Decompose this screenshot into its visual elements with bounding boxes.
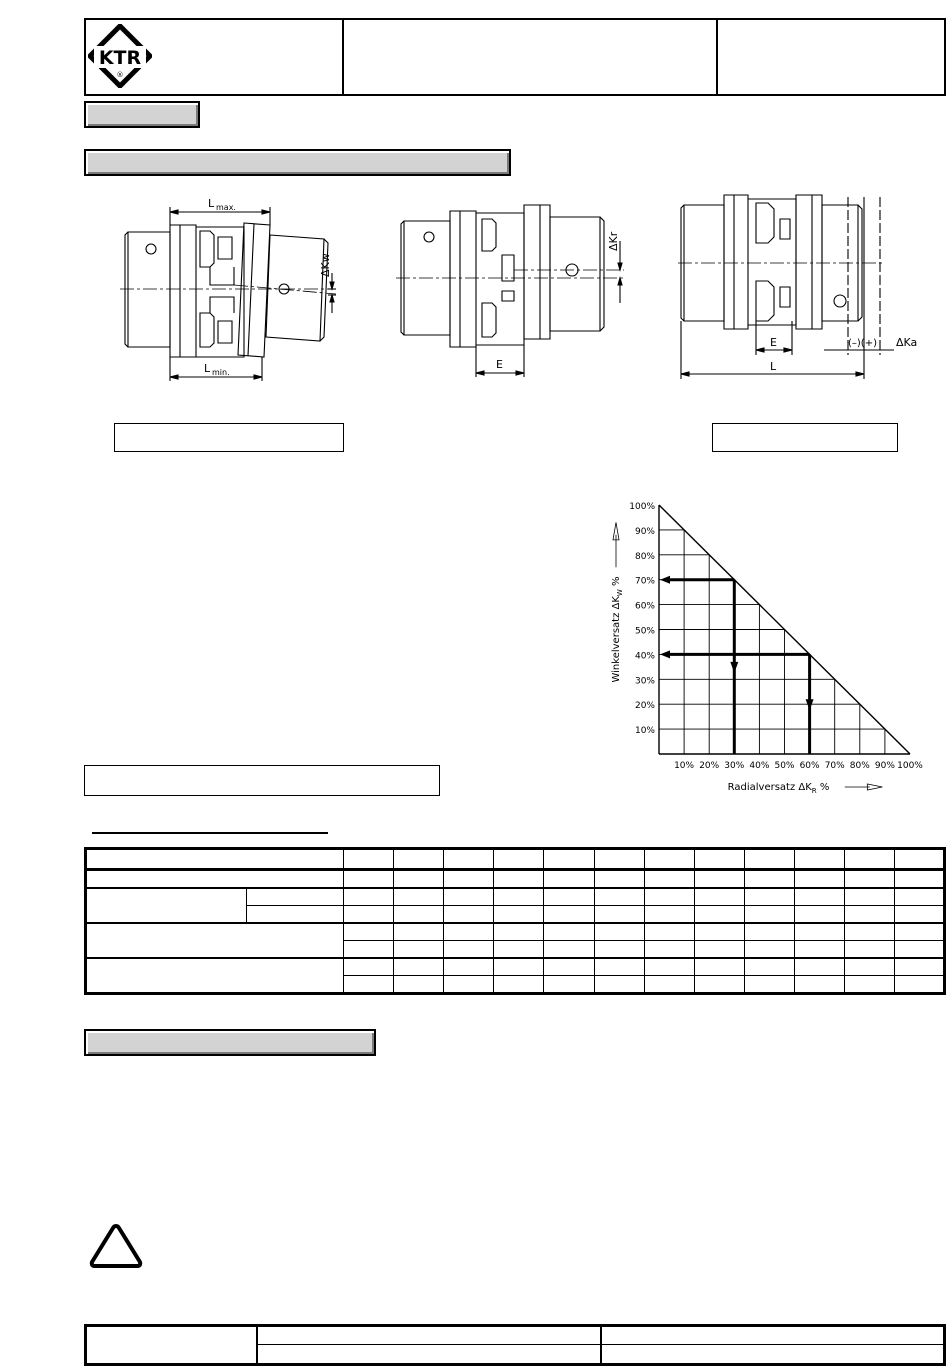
example-arrow-down [730,662,738,673]
x-tick-label: 80% [849,761,870,771]
label-l: L [770,360,777,373]
x-tick-label: 90% [874,761,895,771]
header-divider-2 [716,18,718,96]
section-bar-1 [84,101,200,128]
label-e-radial: E [496,358,503,371]
y-tick-label: 40% [634,651,655,662]
x-tick-label: 50% [774,761,795,771]
logo-registered: ® [116,71,124,79]
caption-box-left [114,423,344,452]
footer-divider-1 [256,1324,258,1366]
footer-block [84,1324,946,1366]
x-tick-label: 20% [699,761,720,771]
coupling-drawings [84,185,946,395]
example-arrow-left [660,576,670,584]
footer-row-divider [256,1344,946,1345]
x-tick-label: 30% [724,761,745,771]
ktr-logo-shape [88,24,152,88]
section-bar-2 [84,149,511,176]
y-tick-label: 30% [634,676,655,687]
y-tick-label: 90% [634,526,655,537]
x-tick-label: 40% [749,761,770,771]
table-row [86,958,945,976]
y-tick-label: 80% [634,551,655,562]
header-block [84,18,946,96]
note-box [84,765,440,796]
label-e-axial: E [770,336,777,349]
y-tick-label: 60% [634,601,655,612]
drawing-radial [396,205,624,377]
table-row [86,849,945,870]
label-lmax: L [208,197,215,210]
x-tick-label: 10% [674,761,695,771]
y-tick-label: 100% [629,502,655,512]
label-dkr: ΔKr [607,231,620,251]
label-dka: ΔKa [896,336,918,349]
label-lmin: L [204,362,211,375]
y-tick-label: 70% [634,576,655,587]
example-arrow-left [660,650,670,658]
x-axis-label: Radialversatz $\Delta K_R$ % [727,782,830,795]
logo-text: KTR [98,47,142,69]
label-dkw: ΔKw [319,253,332,277]
footer-divider-2 [600,1324,602,1366]
label-lmax-sub: max. [216,203,236,212]
section-bar-3 [84,1029,376,1056]
table-heading-underline [92,832,328,834]
label-lmin-sub: min. [212,368,230,377]
header-divider-1 [342,18,344,96]
y-tick-label: 20% [634,701,655,712]
x-tick-label: 100% [897,761,923,771]
warning-triangle-icon [88,1222,144,1270]
y-tick-label: 50% [634,626,655,637]
x-tick-label: 70% [824,761,845,771]
label-minus-plus: (–)(+) [848,338,877,349]
y-tick-label: 10% [634,726,655,737]
ktr-logo [88,24,152,88]
table-row [86,888,945,906]
drawing-angular [120,207,336,381]
x-tick-label: 60% [799,761,820,771]
caption-box-right [712,423,898,452]
displacement-chart [600,495,940,805]
example-arrow-down [806,699,814,710]
y-axis-label: Winkelversatz $\Delta K_W$ % [611,576,624,683]
drawing-axial [678,195,894,379]
table-row [86,870,945,889]
table-row [86,923,945,941]
spec-table [84,847,946,995]
